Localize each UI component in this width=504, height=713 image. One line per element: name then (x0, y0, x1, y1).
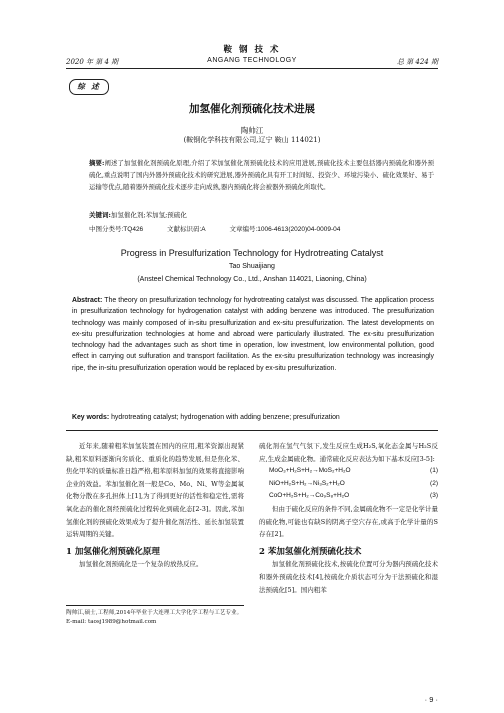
equation-3 (259, 490, 438, 503)
section-1-heading: 1 加氢催化剂预硫化原理 (66, 546, 160, 557)
journal-english-name: ANGANG TECHNOLOGY (207, 57, 297, 64)
stoichiometry-paragraph: 但由于硫化反应的条件不同,金属硫化物不一定是化学计量的硫化物,可能也有缺S的阴离子空穴存在,或高于化学计量的S存在[2]。 (259, 504, 438, 539)
footnote: 陶帅江,硕士,工程师,2014年毕业于大连理工大学化学工程与工艺专业。E-mail: taosj1989@hotmail.com (66, 605, 244, 627)
cn-keywords-label: 关键词: (89, 211, 111, 219)
section-2-heading: 2 苯加氢催化剂预硫化技术 (259, 546, 362, 557)
body-column-left (66, 440, 244, 571)
section-1-paragraph: 加氢催化剂预硫化是一个复杂的放热反应。 (79, 560, 203, 569)
en-author: Tao Shuaijiang (229, 263, 275, 270)
en-affiliation: (Ansteel Chemical Technology Co., Ltd., Anshan 114021, Liaoning, China) (137, 276, 367, 283)
cn-abstract (89, 157, 434, 194)
document-code: 文献标识码:A (167, 226, 206, 233)
cn-title: 加氢催化剂预硫化技术进展 (189, 103, 315, 115)
en-abstract-label: Abstract: (72, 297, 103, 304)
cn-affiliation: (鞍钢化学科技有限公司,辽宁 鞍山 114021) (183, 136, 321, 144)
en-keywords (72, 414, 434, 421)
en-keywords-label: Key words: (72, 414, 110, 421)
abstract-divider (66, 430, 438, 431)
equation-2-number: (2) (430, 479, 438, 487)
cn-abstract-text: 阐述了加氢催化剂预硫化原理,介绍了苯加氢催化剂预硫化技术的应用进展,预硫化技术主要包括器内预硫化和器外预硫化,重点说明了国内外器外预硫化技术的研究进展,器外预硫化具有开工时间短、投资少、环境污染小、硫化效果好、易于运输等优点,随着器外预硫化技术逐步走向成熟,器内预硫化将会被器外预硫化所取代。 (89, 159, 435, 192)
reaction-intro-paragraph: 硫化剂在氢气气氛下,发生反应生成H₂S,氧化态金属与H₂S反应,生成金属硫化物。通常硫化反应表达为如下基本反应[3-5]: (259, 442, 438, 463)
cn-keywords (89, 210, 434, 219)
intro-paragraph: 近年来,随着粗苯加氢装置在国内的应用,粗苯资源出现紧缺,粗苯原料逐渐向劣质化、重质化的趋势发展,但是焦化苯、焦化甲苯的质量标准日趋严格,粗苯原料加氢的效果将直接影响企业的效益。苯加氢催化剂一般是Co、Mo、Ni、W等金属氧化物分散在多孔担体上[1],为了得到更好的活性和稳定性,需将氧化态的催化剂经预硫化过程转化到硫化态[2-3]。因此,苯加氢催化剂的预硫化效果成为了提升催化剂活性、延长加氢装置运转周期的关键。 (66, 442, 244, 539)
cn-classification (89, 224, 434, 233)
total-issue-label: 总 第 424 期 (396, 58, 438, 66)
clc-number: 中图分类号:TQ426 (89, 226, 144, 233)
equation-3-number: (3) (430, 492, 438, 500)
journal-name: 鞍 钢 技 术 (223, 45, 281, 55)
section-tag: 综 述 (69, 79, 109, 95)
en-abstract (72, 295, 434, 374)
cn-author: 陶帅江 (240, 126, 264, 135)
cn-keywords-text: 加氢催化剂;苯加氢;预硫化 (110, 211, 187, 219)
equation-3-formula: CoO+H₂S+H₂→Co₉S₈+H₂O (269, 492, 350, 500)
section-2-paragraph: 加氢催化剂预硫化技术,按硫化位置可分为器内预硫化技术和器外预硫化技术[4],按硫化介质状态可分为干法预硫化和湿法预硫化[5]。国内粗苯 (259, 560, 438, 594)
en-title: Progress in Presulfurization Technology for Hydrotreating Catalyst (120, 248, 384, 258)
issue-label: 2020 年 第 4 期 (66, 58, 119, 66)
en-keywords-text: hydrotreating catalyst; hydrogenation with adding benzene; presulfurization (111, 414, 340, 421)
page-number: · 9 · (424, 695, 438, 704)
equation-1 (259, 465, 438, 478)
equation-1-formula: MoO₃+H₂S+H₂→MoS₂+H₂O (269, 467, 351, 475)
equation-1-number: (1) (430, 467, 438, 475)
running-header (66, 57, 438, 69)
article-number: 文章编号:1006-4613(2020)04-0009-04 (229, 226, 341, 233)
cn-abstract-label: 摘要: (89, 159, 105, 167)
en-abstract-text: The theory on presulfurization technology for hydrotreating catalyst was discussed. The application process in presulfurization technology for hydrogenation catalyst with adding benzene was introduced. The presulfurization technology was mainly composed of in-situ presulfurization and ex-situ presulfurization. The latest developments on ex-situ presulfurization technologies at home and abroad were particularly illustrated. The ex-situ presulfurization technology had the advantages such as short time in operation, low investment, low environmental pollution, good effect in carrying out sulfuration and transport facilitation. As the ex-situ presulfurization technology was increasingly ripe, the in-situ presulfurization operation would be replaced by ex-situ presulfurization. (72, 297, 434, 372)
body-column-right (259, 440, 438, 596)
equation-2 (259, 478, 438, 491)
equation-2-formula: NiO+H₂S+H₂→Ni₃S₂+H₂O (269, 479, 345, 487)
